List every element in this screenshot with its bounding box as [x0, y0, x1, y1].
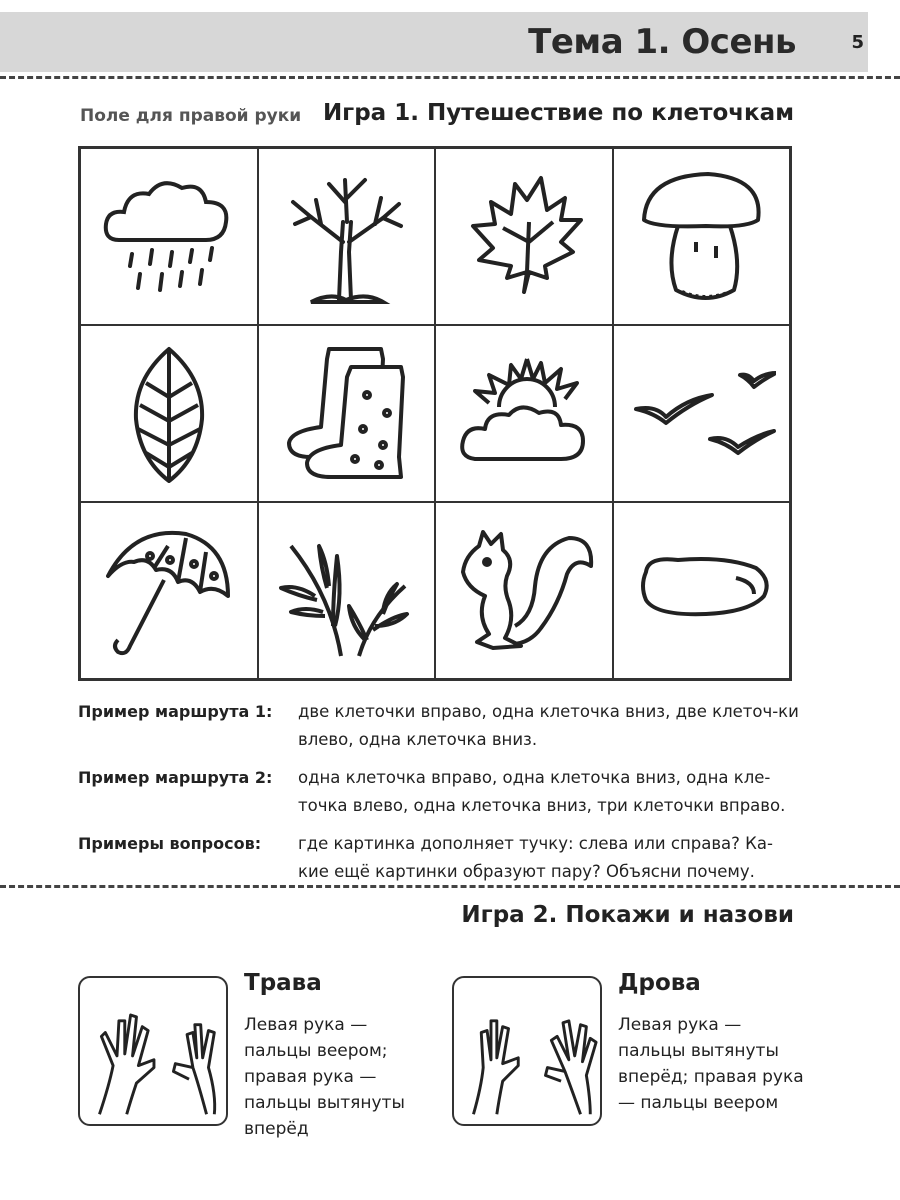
squirrel-icon [449, 516, 599, 666]
page-title: Тема 1. Осень [528, 22, 796, 62]
grid-cell[interactable] [613, 148, 791, 325]
picture-grid [78, 146, 792, 681]
puddle-icon [626, 516, 776, 666]
sun-behind-cloud-icon [449, 339, 599, 489]
example-label: Пример маршрута 1: [78, 702, 273, 721]
gesture-picture-frame [452, 976, 602, 1126]
grid-cell[interactable] [258, 325, 436, 502]
maple-leaf-icon [449, 162, 599, 312]
gesture-card-firewood [452, 968, 812, 1138]
grid-cell[interactable] [80, 325, 258, 502]
grid-cell[interactable] [258, 148, 436, 325]
pine-cone-icon [94, 339, 244, 489]
rain-cloud-icon [94, 162, 244, 312]
gesture-title: Дрова [618, 970, 701, 996]
mushroom-icon [626, 162, 776, 312]
flying-birds-icon [626, 339, 776, 489]
example-row [78, 830, 800, 886]
example-label: Пример маршрута 2: [78, 768, 273, 787]
gesture-picture-frame [78, 976, 228, 1126]
example-label: Примеры вопросов: [78, 834, 262, 853]
grid-cell[interactable] [80, 502, 258, 679]
grid-cell[interactable] [613, 502, 791, 679]
hands-gesture-icon [454, 978, 600, 1124]
grid-cell[interactable] [258, 502, 436, 679]
grass-icon [271, 516, 421, 666]
grid-cell[interactable] [613, 325, 791, 502]
game2-title: Игра 2. Покажи и назови [461, 902, 794, 928]
game1-title: Игра 1. Путешествие по клеточкам [322, 100, 794, 126]
section-divider [0, 885, 900, 888]
grid-cell[interactable] [435, 502, 613, 679]
rubber-boots-icon [271, 339, 421, 489]
gesture-description: Левая рука — пальцы вытянуты вперёд; правая рука — пальцы веером [618, 1015, 804, 1113]
example-text: одна клеточка вправо, одна клеточка вниз, одна кле-точка влево, одна клеточка вниз, три клеточки вправо. [298, 768, 786, 815]
grid-cell[interactable] [435, 148, 613, 325]
gesture-description: Левая рука — пальцы веером; правая рука — пальцы вытянуты вперёд [244, 1015, 405, 1139]
hands-gesture-icon [80, 978, 226, 1124]
route-examples [78, 698, 800, 896]
bare-tree-icon [271, 162, 421, 312]
gesture-title: Трава [244, 970, 322, 996]
example-text: две клеточки вправо, одна клеточка вниз, две клеточ-ки влево, одна клеточка вниз. [298, 702, 799, 749]
grid-cell[interactable] [435, 325, 613, 502]
umbrella-icon [94, 516, 244, 666]
example-row [78, 764, 800, 820]
grid-cell[interactable] [80, 148, 258, 325]
gesture-card-grass [78, 968, 438, 1138]
example-row [78, 698, 800, 754]
header-divider [0, 76, 900, 79]
page-number: 5 [851, 32, 864, 53]
example-text: где картинка дополняет тучку: слева или справа? Ка-кие ещё картинки образуют пару? Объясни почему. [298, 834, 773, 881]
field-label: Поле для правой руки [80, 106, 302, 126]
